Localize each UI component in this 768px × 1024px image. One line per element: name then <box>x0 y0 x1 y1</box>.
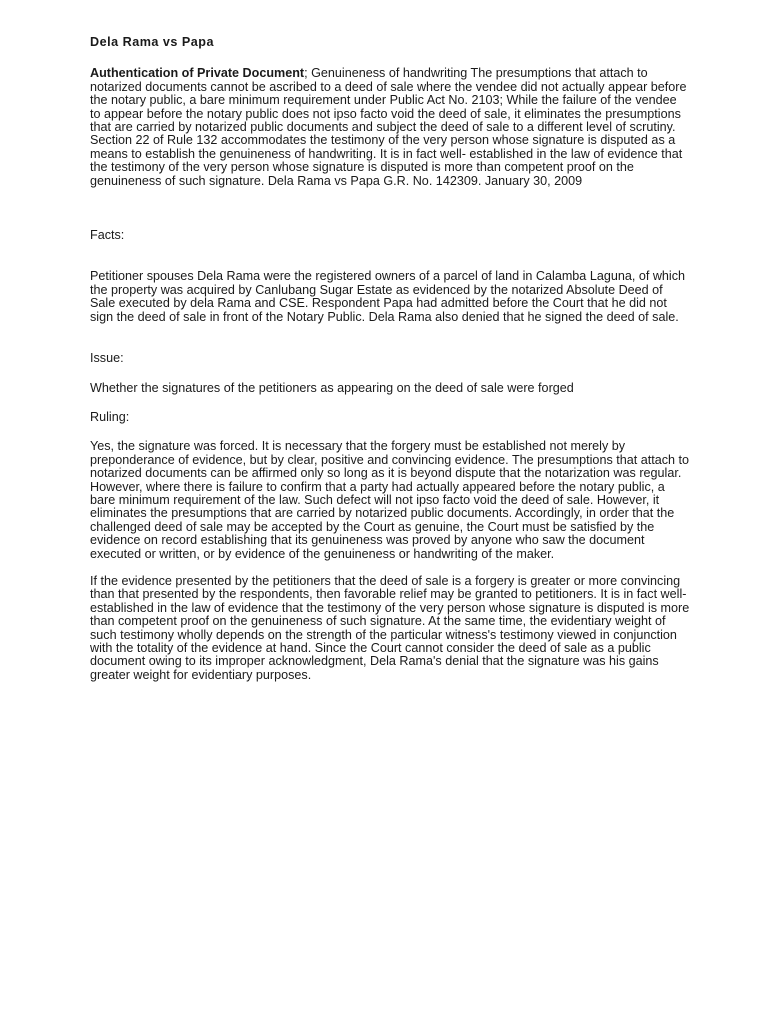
intro-paragraph <box>90 67 690 188</box>
issue-heading: Issue: <box>90 351 124 366</box>
ruling-paragraph-2: If the evidence presented by the petitioners that the deed of sale is a forgery is greater or more convincing than that presented by the respondents, then favorable relief may be granted to petitioners. It is in fact well-established in the law of evidence that the testimony of the very person whose signature is disputed is more than competent proof on the genuineness of such signature. At the same time, the evidentiary weight of such testimony wholly depends on the strength of the particular witness's testimony viewed in conjunction with the totality of the evidence at hand. Since the Court cannot consider the deed of sale as a public document owing to its improper acknowledgment, Dela Rama's denial that the signature was his gains greater weight for evidentiary purposes. <box>90 573 690 682</box>
document-title: Dela Rama vs Papa <box>90 35 215 49</box>
facts-paragraph: Petitioner spouses Dela Rama were the registered owners of a parcel of land in Calamba Laguna, of which the property was acquired by Canlubang Sugar Estate as evidenced by the notarized Absolute Deed of Sale executed by dela Rama and CSE. Respondent Papa had admitted before the Court that he did not sign the deed of sale in front of the Notary Public. Dela Rama also denied that he signed the deed of sale. <box>90 269 686 324</box>
intro-text: ; Genuineness of handwriting The presumptions that attach to notarized documents cannot be ascribed to a deed of sale where the vendee did not actually appear before the notary public, a bare minimum requirement under Public Act No. 2103; While the failure of the vendee to appear before the notary public does not ipso facto void the deed of sale, it eliminates the presumptions that are carried by notarized public documents and subject the deed of sale to a different level of scrutiny. Section 22 of Rule 132 accommodates the testimony of the very person whose signature is disputed as a means to establish the genuineness of handwriting. It is in fact well- established in the law of evidence that the testimony of the very person whose signature is disputed is more than competent proof on the genuineness of such signature. Dela Rama vs Papa G.R. No. 142309. January 30, 2009 <box>90 66 687 188</box>
issue-paragraph: Whether the signatures of the petitioners as appearing on the deed of sale were forged <box>90 380 574 395</box>
intro-bold-label: Authentication of Private Document <box>90 66 305 81</box>
ruling-paragraph-1: Yes, the signature was forced. It is necessary that the forgery must be established not merely by preponderance of evidence, but by clear, positive and convincing evidence. The presumptions that attach to notarized documents can be affirmed only so long as it is beyond dispute that the notarization was regular. However, where there is failure to confirm that a party had actually appeared before the notary public, a bare minimum requirement of the law. Such defect will not ipso facto void the deed of sale. However, it eliminates the presumptions that are carried by notarized public documents. Accordingly, in order that the challenged deed of sale may be accepted by the Court as genuine, the Court must be satisfied by the evidence on record establishing that its genuineness was proved by anyone who saw the document executed or written, or by evidence of the genuineness or handwriting of the maker. <box>90 439 690 561</box>
facts-heading: Facts: <box>90 228 125 243</box>
document-page <box>90 36 690 682</box>
ruling-heading: Ruling: <box>90 409 130 424</box>
